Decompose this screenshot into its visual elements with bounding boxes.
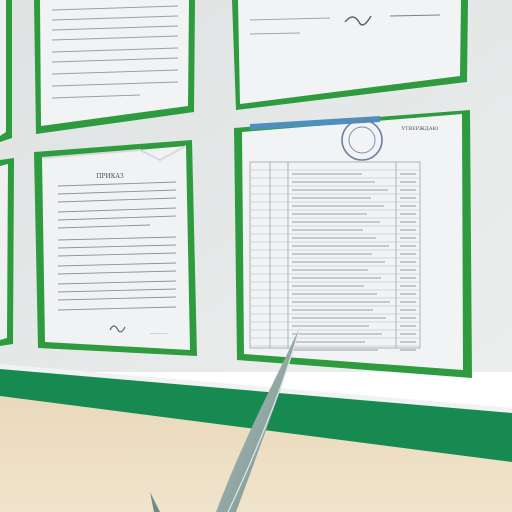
frame-bottom-right (234, 110, 472, 378)
doc-signature-line: _______ (150, 328, 168, 334)
frame-left-edge (0, 0, 14, 346)
frame-top-left (34, 0, 195, 134)
doc-approval-text: УТВЕРЖДАЮ (401, 126, 439, 132)
frame-bottom-left (34, 140, 197, 356)
doc-heading: ПРИКАЗ (96, 173, 124, 180)
